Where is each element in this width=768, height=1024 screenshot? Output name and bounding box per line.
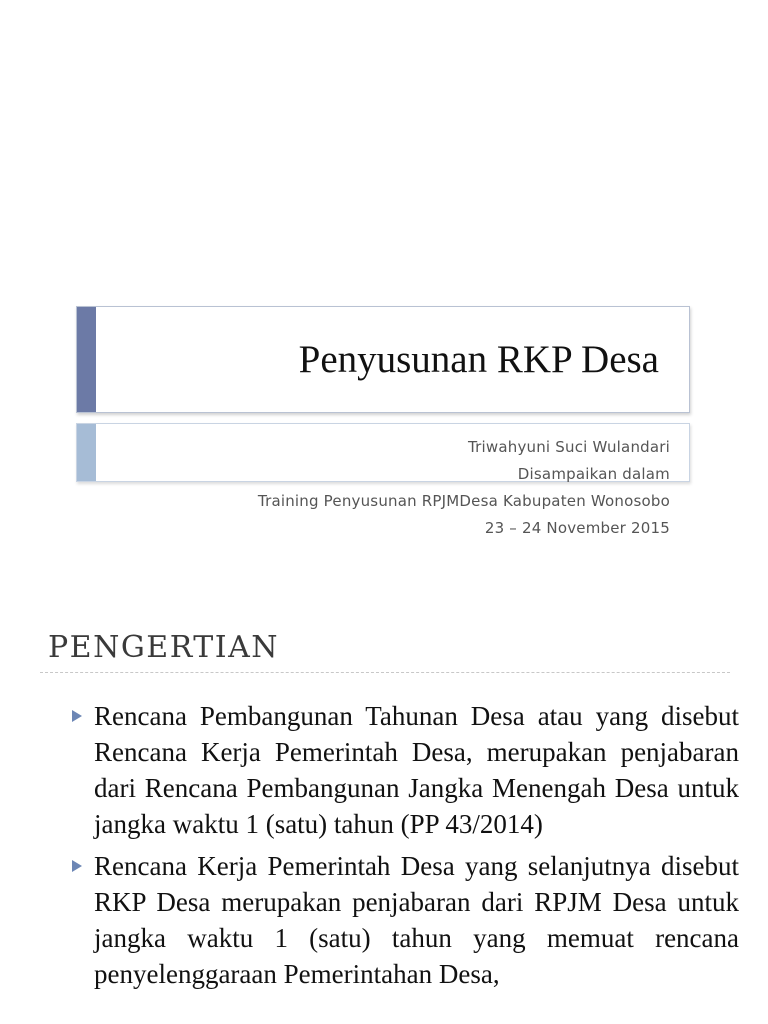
section-heading: PENGERTIAN	[48, 630, 280, 665]
author-name: Triwahyuni Suci Wulandari	[467, 438, 670, 456]
subtitle-accent-bar	[77, 424, 96, 481]
event-date: 23 – 24 November 2015	[484, 519, 670, 537]
slide-title: Penyusunan RKP Desa	[298, 338, 659, 381]
triangle-right-icon	[72, 710, 82, 722]
title-accent-bar	[77, 307, 96, 412]
bullet-text: Rencana Pembangunan Tahunan Desa atau yang disebut Rencana Kerja Pemerintah Desa, merupakan penjabaran dari Rencana Pembangunan Jangka Menengah Desa untuk jangka waktu 1 (satu) tahun (PP 43/2014)	[94, 701, 739, 839]
subtitle-text	[258, 434, 670, 542]
triangle-right-icon	[72, 860, 82, 872]
event-name: Training Penyusunan RPJMDesa Kabupaten Wonosobo	[257, 492, 670, 510]
title-box	[76, 306, 690, 413]
heading-divider	[40, 672, 730, 673]
list-item	[94, 698, 739, 842]
bullet-list	[94, 698, 739, 998]
list-item	[94, 848, 739, 992]
bullet-text: Rencana Kerja Pemerintah Desa yang selanjutnya disebut RKP Desa merupakan penjabaran dari RPJM Desa untuk jangka waktu 1 (satu) tahun yang memuat rencana penyelenggaraan Pemerintahan Desa,	[94, 851, 739, 989]
presented-in: Disampaikan dalam	[517, 465, 670, 483]
